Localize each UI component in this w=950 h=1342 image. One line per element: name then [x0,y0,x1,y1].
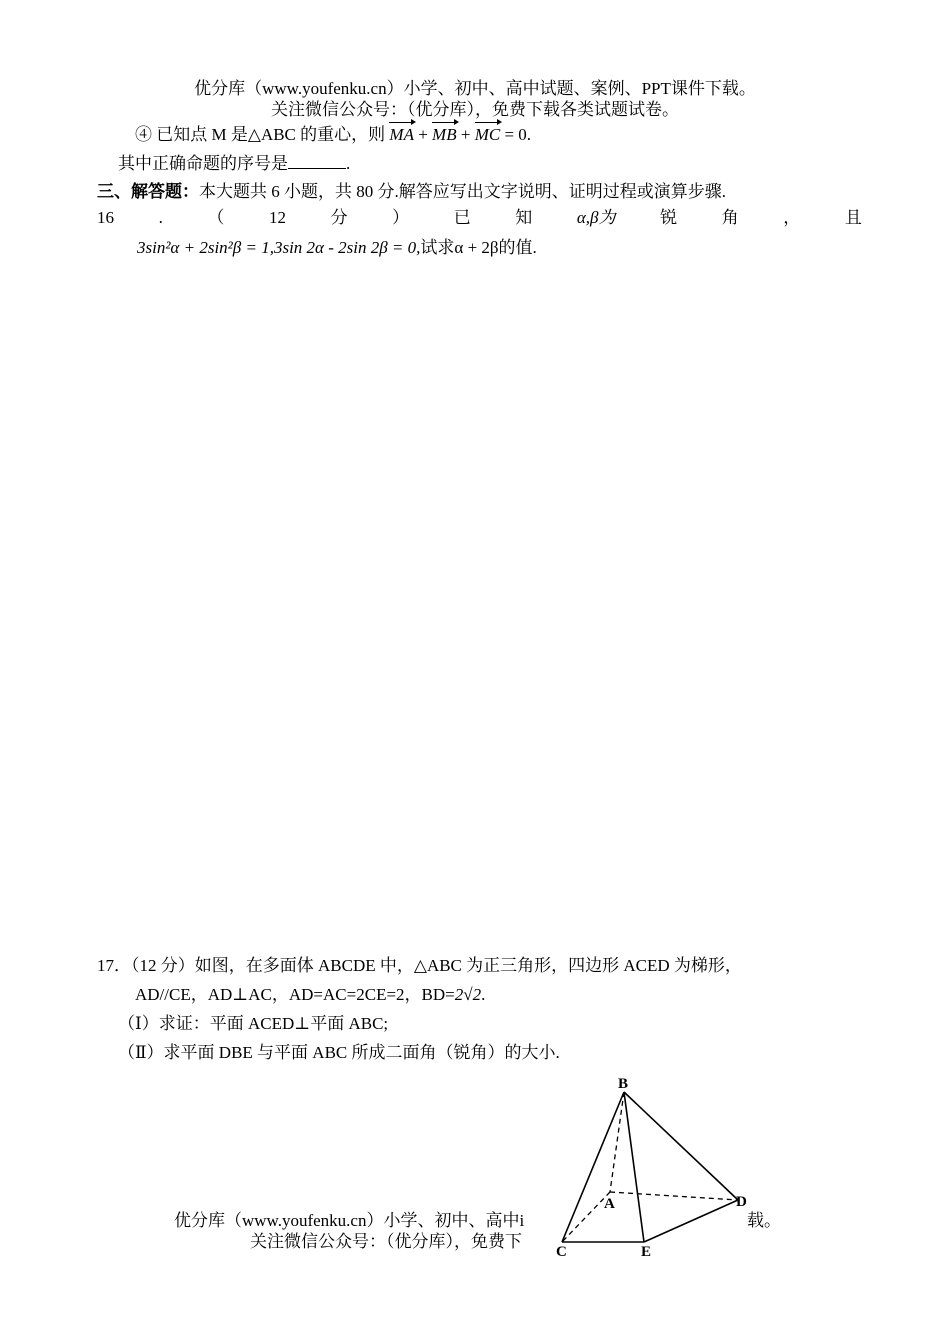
item-4-prefix: ④ 已知点 M 是△ABC 的重心，则 [135,125,386,144]
q16-token: . [158,208,163,227]
q16-token: 角 [721,208,739,227]
q16-token: 16 [97,208,114,227]
q16-line-2 [137,237,537,259]
label-b: B [618,1076,629,1092]
q16-formula: 3sin²α + 2sin²β = 1,3sin 2α - 2sin 2β = 0, [137,238,421,257]
label-d: D [736,1194,747,1210]
vector-mb: MB [432,125,457,144]
q16-token: ， [783,208,801,227]
header-line-2: 关注微信公众号：（优分库），免费下载各类试题试卷。 [271,100,679,119]
q16-token: 分 [330,208,348,227]
q16-token: 已 [453,208,471,227]
section-3-title: 三、解答题： [97,182,199,201]
footer-line-1-left: 优分库（www.youfenku.cn）小学、初中、高中i [174,1211,525,1230]
q17-line-1: 17．（12 分）如图，在多面体 ABCDE 中，△ABC 为正三角形，四边形 ACED 为梯形， [97,956,742,975]
q16-tail: 试求α + 2β的值. [420,238,537,257]
bd-value: 2√2 [454,985,482,1004]
q17-line-2 [135,984,485,1006]
label-a: A [604,1196,615,1212]
polyhedron-figure [548,1072,758,1262]
label-c: C [556,1244,567,1260]
q17-condition: AD//CE，AD⊥AC，AD=AC=2CE=2，BD= [135,985,455,1004]
q17-part-1: （Ⅰ）求证：平面 ACED⊥平面 ABC; [118,1014,389,1033]
q16-token: 知 [515,208,533,227]
correct-prompt: 其中正确命题的序号是 [118,154,288,173]
q16-token: α,β为 [576,208,616,227]
item-4: ④ 已知点 M 是△ABC 的重心，则 MA + MB + MC = 0. [135,125,532,144]
q16-token: 锐 [660,208,678,227]
vector-ma: MA [389,125,414,144]
correct-prompt-line [118,152,350,175]
section-3-heading [97,181,726,203]
q16-token: （ [207,208,225,227]
footer-line-1-right: 载。 [747,1211,781,1230]
section-3-text: 本大题共 6 小题，共 80 分.解答应写出文字说明、证明过程或演算步骤. [199,182,726,201]
answer-blank [288,152,346,169]
header-line-1: 优分库（www.youfenku.cn）小学、初中、高中试题、案例、PPT课件下载。 [194,79,756,98]
correct-end: . [346,154,351,173]
label-e: E [641,1244,652,1260]
q16-line-1 [97,207,862,229]
q17-line-2-end: . [481,985,486,1004]
item-4-suffix: = 0. [504,125,532,144]
footer-line-2: 关注微信公众号：（优分库），免费下 [250,1232,522,1251]
q16-token: ） [392,208,410,227]
q17-part-2: （Ⅱ）求平面 DBE 与平面 ABC 所成二面角（锐角）的大小. [118,1043,560,1062]
vector-mc: MC [474,125,501,144]
q16-token: 12 [268,208,286,227]
q16-token: 且 [844,208,862,227]
